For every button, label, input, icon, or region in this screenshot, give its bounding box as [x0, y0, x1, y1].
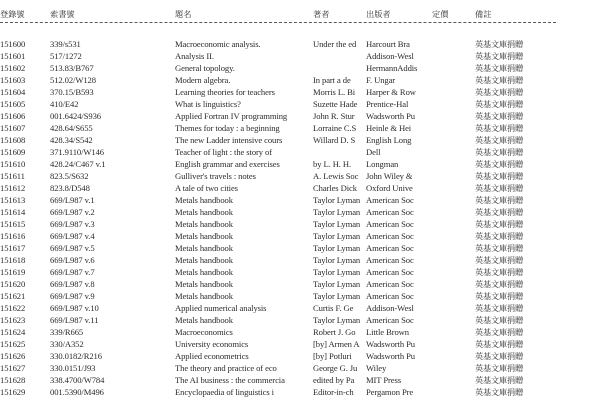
author-cell: by L. H. H. — [313, 159, 352, 169]
accession-no-cell: 151604 — [0, 87, 26, 97]
accession-no-cell: 151621 — [0, 291, 26, 301]
publisher-cell: American Soc — [366, 267, 414, 277]
table-row — [0, 279, 600, 290]
note-cell: 英基文庫捐贈 — [475, 123, 523, 133]
author-cell: Taylor Lyman — [313, 291, 361, 301]
call-no-cell: 669/L987 v.4 — [50, 231, 95, 241]
title-cell: Metals handbook — [175, 279, 233, 289]
note-cell: 英基文庫捐贈 — [475, 111, 523, 121]
note-cell: 英基文庫捐贈 — [475, 351, 523, 361]
table-row — [0, 363, 600, 374]
publisher-cell: F. Ungar — [366, 75, 396, 85]
publisher-cell: Harcourt Bra — [366, 39, 410, 49]
title-cell: The AI business : the commercia — [175, 375, 285, 385]
accession-no-cell: 151601 — [0, 51, 26, 61]
accession-no-cell: 151622 — [0, 303, 26, 313]
accession-no-cell: 151612 — [0, 183, 26, 193]
note-cell: 英基文庫捐贈 — [475, 207, 523, 217]
author-cell: Robert J. Go — [313, 327, 356, 337]
accession-no-cell: 151606 — [0, 111, 26, 121]
call-no-cell: 823.8/D548 — [50, 183, 90, 193]
table-row — [0, 375, 600, 386]
call-no-cell: 669/L987 v.2 — [50, 207, 95, 217]
note-cell: 英基文庫捐贈 — [475, 315, 523, 325]
publisher-cell: Little Brown — [366, 327, 409, 337]
note-cell: 英基文庫捐贈 — [475, 171, 523, 181]
author-cell: edited by Pa — [313, 375, 355, 385]
accession-no-cell: 151607 — [0, 123, 26, 133]
note-cell: 英基文庫捐贈 — [475, 327, 523, 337]
publisher-cell: Addison-Wesl — [366, 303, 414, 313]
publisher-cell: American Soc — [366, 291, 414, 301]
author-cell: Morris L. Bi — [313, 87, 356, 97]
accession-no-cell: 151628 — [0, 375, 26, 385]
title-cell: Metals handbook — [175, 267, 233, 277]
accession-no-cell: 151609 — [0, 147, 26, 157]
call-no-cell: 669/L987 v.1 — [50, 195, 95, 205]
header-publisher: 出版者 — [366, 9, 391, 19]
title-cell: Gulliver's travels : notes — [175, 171, 256, 181]
publisher-cell: Heinle & Hei — [366, 123, 412, 133]
author-cell: Taylor Lyman — [313, 219, 361, 229]
call-no-cell: 339/R665 — [50, 327, 84, 337]
table-row — [0, 351, 600, 362]
title-cell: Metals handbook — [175, 291, 233, 301]
table-row — [0, 267, 600, 278]
author-cell: Taylor Lyman — [313, 243, 361, 253]
author-cell: John R. Stur — [313, 111, 355, 121]
accession-no-cell: 151623 — [0, 315, 26, 325]
accession-no-cell: 151610 — [0, 159, 26, 169]
note-cell: 英基文庫捐贈 — [475, 87, 523, 97]
table-row — [0, 63, 600, 74]
note-cell: 英基文庫捐贈 — [475, 135, 523, 145]
table-row — [0, 243, 600, 254]
accession-no-cell: 151605 — [0, 99, 26, 109]
author-cell: Willard D. S — [313, 135, 356, 145]
table-row — [0, 339, 600, 350]
table-row — [0, 207, 600, 218]
title-cell: English grammar and exercises — [175, 159, 280, 169]
accession-no-cell: 151618 — [0, 255, 26, 265]
publisher-cell: John Wiley & — [366, 171, 413, 181]
header-call-no: 索書號 — [50, 9, 75, 19]
table-row — [0, 183, 600, 194]
table-row — [0, 75, 600, 86]
author-cell: Lorraine C.S — [313, 123, 357, 133]
note-cell: 英基文庫捐贈 — [475, 303, 523, 313]
accession-no-cell: 151614 — [0, 207, 26, 217]
title-cell: Macroeconomics — [175, 327, 233, 337]
note-cell: 英基文庫捐贈 — [475, 243, 523, 253]
accession-no-cell: 151625 — [0, 339, 26, 349]
publisher-cell: HermannAddis — [366, 63, 418, 73]
header-note: 備註 — [475, 9, 492, 19]
accession-no-cell: 151617 — [0, 243, 26, 253]
author-cell: Taylor Lyman — [313, 207, 361, 217]
publisher-cell: Oxford Unive — [366, 183, 413, 193]
title-cell: General topology. — [175, 63, 235, 73]
publisher-cell: American Soc — [366, 279, 414, 289]
title-cell: Metals handbook — [175, 195, 233, 205]
note-cell: 英基文庫捐贈 — [475, 375, 523, 385]
title-cell: The new Ladder intensive cours — [175, 135, 283, 145]
author-cell: Under the ed — [313, 39, 357, 49]
accession-no-cell: 151629 — [0, 387, 26, 397]
title-cell: Applied numerical analysis — [175, 303, 267, 313]
author-cell: Curtis F. Ge — [313, 303, 354, 313]
call-no-cell: 410/E42 — [50, 99, 79, 109]
author-cell: Taylor Lyman — [313, 231, 361, 241]
table-row — [0, 51, 600, 62]
publisher-cell: Wadsworth Pu — [366, 351, 415, 361]
accession-no-cell: 151619 — [0, 267, 26, 277]
accession-no-cell: 151608 — [0, 135, 26, 145]
note-cell: 英基文庫捐贈 — [475, 255, 523, 265]
table-row — [0, 327, 600, 338]
call-no-cell: 669/L987 v.9 — [50, 291, 95, 301]
table-row — [0, 219, 600, 230]
title-cell: Teacher of light : the story of — [175, 147, 273, 157]
table-row — [0, 231, 600, 242]
call-no-cell: 513.83/B767 — [50, 63, 94, 73]
call-no-cell: 330/A352 — [50, 339, 84, 349]
call-no-cell: 669/L987 v.11 — [50, 315, 99, 325]
publisher-cell: Pergamon Pre — [366, 387, 414, 397]
header-author: 著者 — [313, 9, 330, 19]
call-no-cell: 371.9110/W146 — [50, 147, 104, 157]
title-cell: Modern algebra. — [175, 75, 231, 85]
title-cell: University economics — [175, 339, 249, 349]
publisher-cell: American Soc — [366, 195, 414, 205]
publisher-cell: Harper & Row — [366, 87, 416, 97]
title-cell: What is linguistics? — [175, 99, 241, 109]
author-cell: Taylor Lyman — [313, 315, 361, 325]
table-row — [0, 255, 600, 266]
author-cell: [by] Potluri — [313, 351, 352, 361]
accession-no-cell: 151613 — [0, 195, 26, 205]
accession-no-cell: 151626 — [0, 351, 26, 361]
accession-no-cell: 151602 — [0, 63, 26, 73]
title-cell: Metals handbook — [175, 315, 233, 325]
note-cell: 英基文庫捐贈 — [475, 387, 523, 397]
note-cell: 英基文庫捐贈 — [475, 219, 523, 229]
header-accession-no: 登錄號 — [0, 9, 25, 19]
author-cell: Taylor Lyman — [313, 279, 361, 289]
call-no-cell: 669/L987 v.10 — [50, 303, 99, 313]
note-cell: 英基文庫捐贈 — [475, 159, 523, 169]
header-price: 定價 — [432, 9, 449, 19]
author-cell: A. Lewis Soc — [313, 171, 359, 181]
note-cell: 英基文庫捐贈 — [475, 291, 523, 301]
table-row — [0, 387, 600, 398]
accession-no-cell: 151603 — [0, 75, 26, 85]
accession-no-cell: 151600 — [0, 39, 26, 49]
note-cell: 英基文庫捐贈 — [475, 183, 523, 193]
accession-no-cell: 151616 — [0, 231, 26, 241]
publisher-cell: American Soc — [366, 219, 414, 229]
table-row — [0, 315, 600, 326]
title-cell: Applied Fortran IV programming — [175, 111, 288, 121]
note-cell: 英基文庫捐贈 — [475, 231, 523, 241]
publisher-cell: Prentice-Hal — [366, 99, 409, 109]
header-title: 題名 — [175, 9, 192, 19]
title-cell: Metals handbook — [175, 243, 233, 253]
publisher-cell: Wiley — [366, 363, 387, 373]
accession-no-cell: 151620 — [0, 279, 26, 289]
call-no-cell: 338.4700/W784 — [50, 375, 105, 385]
table-row — [0, 135, 600, 146]
publisher-cell: English Long — [366, 135, 412, 145]
publisher-cell: Addison-Wesl — [366, 51, 414, 61]
table-row — [0, 171, 600, 182]
call-no-cell: 669/L987 v.5 — [50, 243, 95, 253]
publisher-cell: American Soc — [366, 255, 414, 265]
note-cell: 英基文庫捐贈 — [475, 279, 523, 289]
author-cell: [by] Armen A — [313, 339, 360, 349]
call-no-cell: 669/L987 v.8 — [50, 279, 95, 289]
table-row — [0, 111, 600, 122]
accession-no-cell: 151627 — [0, 363, 26, 373]
table-row — [0, 147, 600, 158]
publisher-cell: Wadsworth Pu — [366, 339, 415, 349]
title-cell: Metals handbook — [175, 231, 233, 241]
author-cell: Suzette Hade — [313, 99, 358, 109]
call-no-cell: 669/L987 v.3 — [50, 219, 95, 229]
accession-no-cell: 151615 — [0, 219, 26, 229]
title-cell: Themes for today : a beginning — [175, 123, 280, 133]
call-no-cell: 823.5/S632 — [50, 171, 89, 181]
author-cell: Taylor Lyman — [313, 255, 361, 265]
header-divider — [0, 22, 556, 23]
author-cell: George G. Ju — [313, 363, 358, 373]
author-cell: Taylor Lyman — [313, 267, 361, 277]
publisher-cell: American Soc — [366, 243, 414, 253]
call-no-cell: 370.15/B593 — [50, 87, 94, 97]
title-cell: Macroeconomic analysis. — [175, 39, 261, 49]
author-cell: Taylor Lyman — [313, 195, 361, 205]
publisher-cell: American Soc — [366, 207, 414, 217]
title-cell: The theory and practice of eco — [175, 363, 277, 373]
note-cell: 英基文庫捐贈 — [475, 39, 523, 49]
note-cell: 英基文庫捐贈 — [475, 267, 523, 277]
note-cell: 英基文庫捐贈 — [475, 63, 523, 73]
call-no-cell: 428.34/S542 — [50, 135, 93, 145]
call-no-cell: 330.0151/J93 — [50, 363, 96, 373]
call-no-cell: 339/s531 — [50, 39, 81, 49]
table-row — [0, 291, 600, 302]
call-no-cell: 517/1272 — [50, 51, 82, 61]
call-no-cell: 512.02/W128 — [50, 75, 96, 85]
call-no-cell: 001.6424/S936 — [50, 111, 101, 121]
call-no-cell: 428.24/C467 v.1 — [50, 159, 106, 169]
table-row — [0, 195, 600, 206]
note-cell: 英基文庫捐贈 — [475, 195, 523, 205]
note-cell: 英基文庫捐贈 — [475, 75, 523, 85]
publisher-cell: Longman — [366, 159, 399, 169]
table-row — [0, 123, 600, 134]
title-cell: Encyclopaedia of linguistics i — [175, 387, 274, 397]
publisher-cell: Wadsworth Pu — [366, 111, 415, 121]
table-row — [0, 87, 600, 98]
note-cell: 英基文庫捐贈 — [475, 51, 523, 61]
call-no-cell: 669/L987 v.7 — [50, 267, 95, 277]
title-cell: Analysis II. — [175, 51, 214, 61]
header-row — [0, 9, 600, 20]
table-row — [0, 159, 600, 170]
call-no-cell: 330.0182/R216 — [50, 351, 102, 361]
author-cell: Charles Dick — [313, 183, 357, 193]
publisher-cell: American Soc — [366, 315, 414, 325]
call-no-cell: 669/L987 v.6 — [50, 255, 95, 265]
title-cell: Metals handbook — [175, 219, 233, 229]
note-cell: 英基文庫捐贈 — [475, 339, 523, 349]
title-cell: Metals handbook — [175, 255, 233, 265]
title-cell: Metals handbook — [175, 207, 233, 217]
publisher-cell: American Soc — [366, 231, 414, 241]
title-cell: Applied econometrics — [175, 351, 249, 361]
note-cell: 英基文庫捐贈 — [475, 99, 523, 109]
author-cell: In part a de — [313, 75, 351, 85]
call-no-cell: 428.64/S655 — [50, 123, 93, 133]
call-no-cell: 001.5390/M496 — [50, 387, 104, 397]
publisher-cell: MIT Press — [366, 375, 401, 385]
accession-no-cell: 151611 — [0, 171, 25, 181]
table-row — [0, 99, 600, 110]
accession-no-cell: 151624 — [0, 327, 26, 337]
title-cell: A tale of two cities — [175, 183, 238, 193]
table-row — [0, 39, 600, 50]
note-cell: 英基文庫捐贈 — [475, 363, 523, 373]
publisher-cell: Dell — [366, 147, 381, 157]
title-cell: Learning theories for teachers — [175, 87, 275, 97]
author-cell: Editor-in-ch — [313, 387, 354, 397]
table-row — [0, 303, 600, 314]
note-cell: 英基文庫捐贈 — [475, 147, 523, 157]
